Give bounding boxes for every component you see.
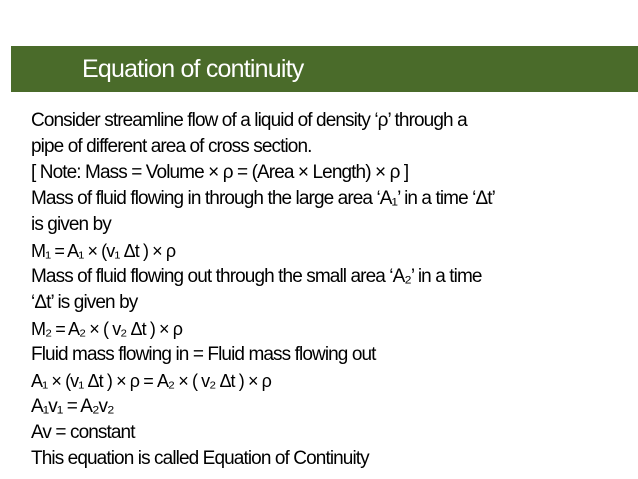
equation-m2: M₂ = A₂ × ( v₂ Δt ) × ρ [31, 319, 183, 339]
equation-m1: M₁ = A₁ × (v₁ Δt ) × ρ [31, 241, 176, 261]
body-line-mass-out-2: ‘Δt’ is given by [31, 292, 138, 313]
slide-title: Equation of continuity [82, 55, 304, 83]
body-line-mass-in-1: Mass of fluid flowing in through the large area ‘A₁’ in a time ‘Δt’ [31, 188, 495, 209]
body-line-mass-balance: Fluid mass flowing in = Fluid mass flowing out [31, 344, 376, 365]
slide-body [31, 108, 631, 472]
body-line-intro-1: Consider streamline flow of a liquid of density ‘ρ’ through a [31, 110, 467, 131]
equation-a1v1-a2v2: A₁v₁ = A₂v₂ [31, 396, 114, 417]
title-bar [11, 46, 638, 92]
body-line-mass-in-2: is given by [31, 214, 111, 235]
body-line-mass-out-1: Mass of fluid flowing out through the small area ‘A₂’ in a time [31, 266, 482, 287]
body-line-conclusion: This equation is called Equation of Continuity [31, 448, 369, 469]
equation-av-constant: Av = constant [31, 422, 135, 443]
body-line-intro-2: pipe of different area of cross section. [31, 136, 312, 157]
body-line-note: [ Note: Mass = Volume × ρ = (Area × Length) × ρ ] [31, 162, 409, 183]
equation-balance: A₁ × (v₁ Δt ) × ρ = A₂ × ( v₂ Δt ) × ρ [31, 371, 272, 391]
